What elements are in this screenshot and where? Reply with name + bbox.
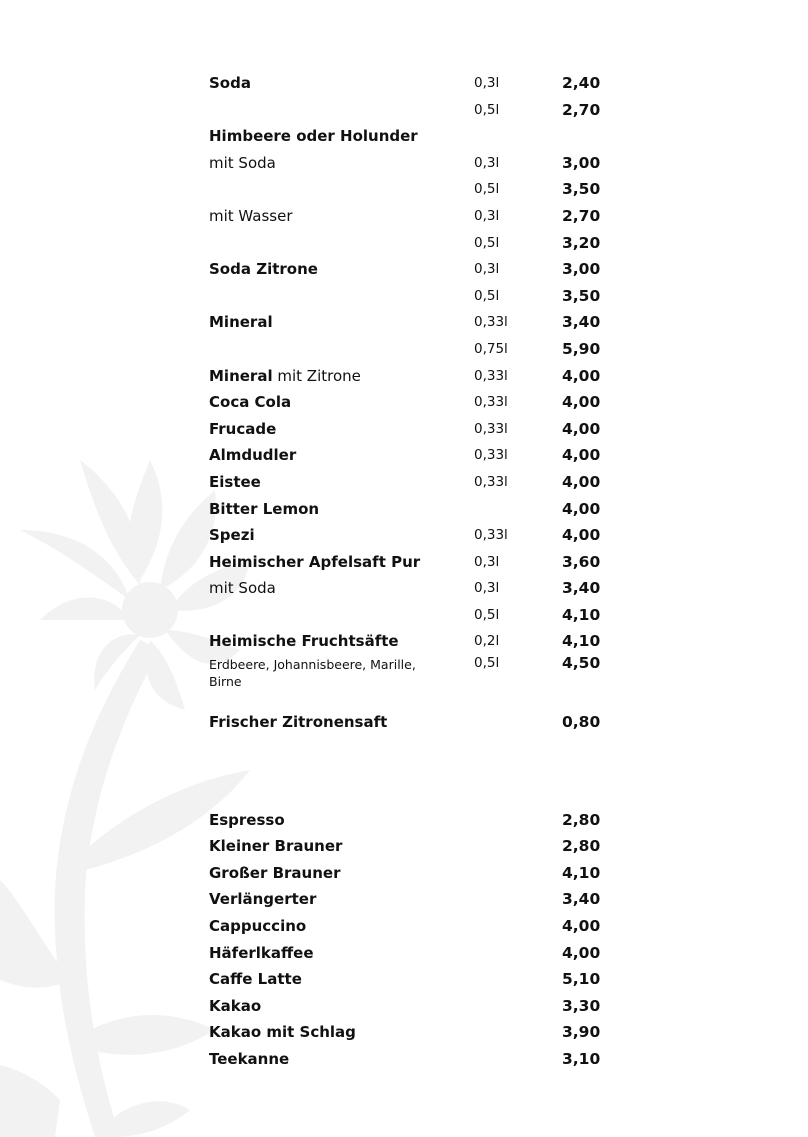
item-price: 3,50 bbox=[562, 286, 601, 305]
item-price: 4,00 bbox=[562, 472, 601, 491]
menu-row bbox=[209, 230, 629, 257]
item-name: Verlängerter bbox=[209, 890, 317, 909]
item-price: 3,50 bbox=[562, 180, 601, 199]
item-name: Mineral bbox=[209, 313, 273, 332]
item-size: 0,75l bbox=[474, 340, 508, 357]
item-price: 4,00 bbox=[562, 446, 601, 465]
item-size: 0,5l bbox=[474, 101, 500, 118]
item-name: Soda Zitrone bbox=[209, 260, 318, 279]
menu-row bbox=[209, 363, 629, 390]
menu-row bbox=[209, 150, 629, 177]
item-name: Espresso bbox=[209, 810, 285, 829]
item-name: mit Soda bbox=[209, 153, 276, 172]
item-size: 0,5l bbox=[474, 655, 500, 672]
item-name: Kakao mit Schlag bbox=[209, 1023, 356, 1042]
menu-row bbox=[209, 442, 629, 469]
item-price: 2,80 bbox=[562, 810, 601, 829]
menu-row bbox=[209, 913, 629, 940]
menu-row bbox=[209, 966, 629, 993]
item-size: 0,3l bbox=[474, 154, 500, 171]
item-price: 3,60 bbox=[562, 552, 601, 571]
item-price: 3,10 bbox=[562, 1050, 601, 1068]
item-price: 3,00 bbox=[562, 260, 601, 279]
item-name: Soda bbox=[209, 74, 251, 92]
menu-row bbox=[209, 522, 629, 549]
item-price: 4,10 bbox=[562, 605, 601, 624]
item-name: Heimischer Apfelsaft Pur bbox=[209, 552, 421, 571]
menu-row bbox=[209, 655, 629, 695]
item-price: 4,00 bbox=[562, 393, 601, 412]
menu-row bbox=[209, 283, 629, 310]
item-price: 4,00 bbox=[562, 419, 601, 438]
item-price: 5,90 bbox=[562, 339, 601, 358]
item-size: 0,3l bbox=[474, 75, 500, 91]
item-size: 0,5l bbox=[474, 606, 500, 623]
item-name: Eistee bbox=[209, 472, 261, 491]
item-price: 2,70 bbox=[562, 206, 601, 225]
item-size: 0,3l bbox=[474, 261, 500, 278]
menu-row bbox=[209, 469, 629, 496]
item-size: 0,33l bbox=[474, 473, 508, 490]
item-price: 3,40 bbox=[562, 313, 601, 332]
item-size: 0,2l bbox=[474, 633, 500, 650]
menu-row bbox=[209, 833, 629, 860]
item-name: mit Soda bbox=[209, 579, 276, 598]
item-name: Caffe Latte bbox=[209, 970, 302, 989]
menu-row bbox=[209, 1046, 629, 1073]
menu-row bbox=[209, 123, 629, 150]
item-price: 3,00 bbox=[562, 153, 601, 172]
item-size: 0,3l bbox=[474, 553, 500, 570]
item-name: Himbeere oder Holunder bbox=[209, 127, 418, 146]
item-size: 0,5l bbox=[474, 181, 500, 198]
item-size: 0,5l bbox=[474, 234, 500, 251]
item-name: Häferlkaffee bbox=[209, 943, 314, 962]
item-price: 4,50 bbox=[562, 654, 601, 673]
item-price: 0,80 bbox=[562, 713, 601, 732]
menu-row bbox=[209, 575, 629, 602]
item-size: 0,33l bbox=[474, 367, 508, 384]
item-name: mit Wasser bbox=[209, 206, 293, 225]
menu-row bbox=[209, 602, 629, 629]
menu-row bbox=[209, 256, 629, 283]
menu-row bbox=[209, 416, 629, 443]
item-name: Mineral mit Zitrone bbox=[209, 366, 361, 385]
item-name: Frucade bbox=[209, 419, 277, 438]
item-price: 2,40 bbox=[562, 74, 601, 92]
menu-row bbox=[209, 993, 629, 1020]
item-price: 4,10 bbox=[562, 863, 601, 882]
item-price: 3,30 bbox=[562, 996, 601, 1015]
item-name: Kleiner Brauner bbox=[209, 837, 343, 856]
item-name: Kakao bbox=[209, 996, 262, 1015]
item-price: 4,00 bbox=[562, 526, 601, 545]
item-name-suffix: mit Zitrone bbox=[272, 366, 361, 385]
menu-row bbox=[209, 709, 629, 736]
item-price: 5,10 bbox=[562, 970, 601, 989]
menu-row bbox=[209, 389, 629, 416]
menu-row bbox=[209, 176, 629, 203]
item-size: 0,3l bbox=[474, 580, 500, 597]
menu-row bbox=[209, 940, 629, 967]
item-name: Spezi bbox=[209, 526, 255, 545]
item-price: 3,40 bbox=[562, 890, 601, 909]
item-name: Cappuccino bbox=[209, 917, 307, 936]
item-size: 0,33l bbox=[474, 420, 508, 437]
item-size: 0,33l bbox=[474, 314, 508, 331]
item-name: Almdudler bbox=[209, 446, 297, 465]
menu-row bbox=[209, 309, 629, 336]
item-price: 3,40 bbox=[562, 579, 601, 598]
item-price: 3,90 bbox=[562, 1023, 601, 1042]
item-price: 4,00 bbox=[562, 917, 601, 936]
item-price: 4,10 bbox=[562, 632, 601, 651]
item-name: Heimische Fruchtsäfte bbox=[209, 632, 399, 651]
menu-row bbox=[209, 97, 629, 124]
item-price: 2,80 bbox=[562, 837, 601, 856]
item-name: Frischer Zitronensaft bbox=[209, 713, 388, 732]
item-description: Erdbeere, Johannisbeere, Marille, Birne bbox=[209, 657, 416, 690]
menu-row bbox=[209, 807, 629, 834]
item-name: Bitter Lemon bbox=[209, 499, 320, 518]
menu-row bbox=[209, 1019, 629, 1046]
item-size: 0,5l bbox=[474, 287, 500, 304]
item-price: 4,00 bbox=[562, 943, 601, 962]
item-size: 0,33l bbox=[474, 447, 508, 464]
menu-row bbox=[209, 496, 629, 523]
menu-row bbox=[209, 336, 629, 363]
item-price: 2,70 bbox=[562, 100, 601, 119]
item-name: Coca Cola bbox=[209, 393, 292, 412]
menu-row bbox=[209, 886, 629, 913]
item-price: 3,20 bbox=[562, 233, 601, 252]
drink-menu bbox=[209, 70, 629, 1073]
item-price: 4,00 bbox=[562, 366, 601, 385]
item-name: Teekanne bbox=[209, 1050, 290, 1068]
item-size: 0,3l bbox=[474, 207, 500, 224]
menu-row bbox=[209, 203, 629, 230]
item-size: 0,33l bbox=[474, 394, 508, 411]
item-name: Großer Brauner bbox=[209, 863, 341, 882]
menu-row bbox=[209, 860, 629, 887]
item-size: 0,33l bbox=[474, 527, 508, 544]
menu-row bbox=[209, 549, 629, 576]
menu-row bbox=[209, 70, 629, 97]
item-price: 4,00 bbox=[562, 499, 601, 518]
